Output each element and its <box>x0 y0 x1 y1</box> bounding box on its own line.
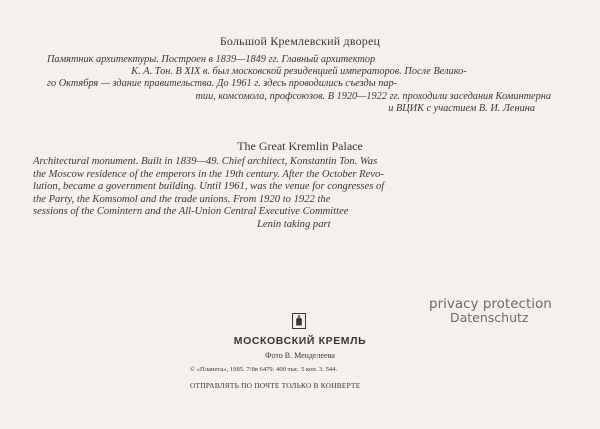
privacy-stamp <box>425 297 585 325</box>
description-russian-line: тии, комсомола, профсоюзов. В 1920—1922 гг. проходили заседания Коминтерна <box>195 90 551 102</box>
photo-credit: Фото В. Менделеева <box>265 351 335 360</box>
description-russian-line: и ВЦИК с участием В. И. Ленина <box>388 102 535 114</box>
description-english-line: the Party, the Komsomol and the trade unions. From 1920 to 1922 the <box>33 193 331 205</box>
description-russian-line: го Октября — здание правительства. До 1961 г. здесь проводились съезды пар- <box>47 78 398 90</box>
publisher-emblem-icon <box>292 313 306 329</box>
description-english-line: Lenin taking part <box>257 218 331 230</box>
publisher-name: МОСКОВСКИЙ КРЕМЛЬ <box>233 335 367 347</box>
description-english-line: the Moscow residence of the emperors in the 19th century. After the October Revo- <box>33 168 384 180</box>
description-english-line: Architectural monument. Built in 1839—49. Chief architect, Konstantin Ton. Was <box>33 156 378 167</box>
description-russian <box>47 54 551 115</box>
privacy-stamp-line: privacy protection <box>429 296 552 312</box>
description-english <box>33 156 573 232</box>
mail-notice: ОТПРАВЛЯТЬ ПО ПОЧТЕ ТОЛЬКО В КОНВЕРТЕ <box>190 381 361 390</box>
title-english: The Great Kremlin Palace <box>237 139 363 153</box>
title-russian: Большой Кремлевский дворец <box>219 34 381 48</box>
description-english-line: sessions of the Comintern and the All-Union Central Executive Committee <box>33 206 349 218</box>
description-russian-line: Памятник архитектуры. Построен в 1839—1849 гг. Главный архитектор <box>47 54 376 65</box>
description-russian-line: К. А. Тон. В XIX в. был московской резиденцией императоров. После Велико- <box>131 66 467 78</box>
privacy-stamp-line: Datenschutz <box>450 310 529 325</box>
imprint-line: © «Планета», 1985. 7/8в 6479. 400 тыс. 5 коп. 3. 544. <box>190 366 338 373</box>
description-english-line: lution, became a government building. Until 1961, was the venue for congresses of <box>33 181 385 193</box>
